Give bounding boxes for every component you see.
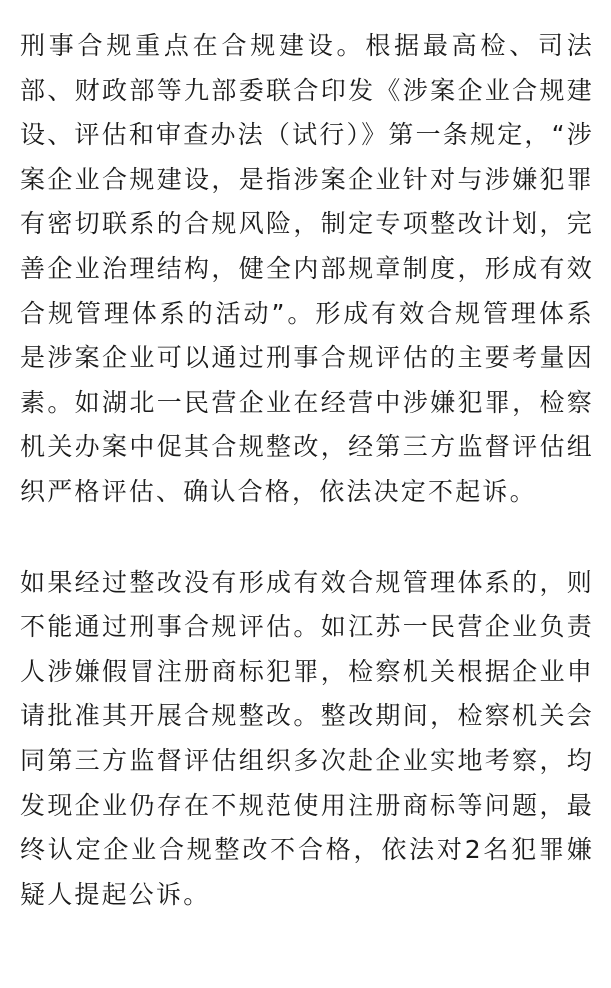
paragraph-compliance-evaluation-failure: 如果经过整改没有形成有效合规管理体系的，则不能通过刑事合规评估。如江苏一民营企业负责人涉嫌假冒注册商标犯罪，检察机关根据企业申请批准其开展合规整改。整改期间，检察机关会同第三方监督评估组织多次赴企业实地考察，均发现企业仍存在不规范使用注册商标等问题，最终认定企业合规整改不合格，依法对2名犯罪嫌疑人提起公诉。 — [20, 567, 594, 909]
article-body — [20, 24, 594, 917]
paragraph-compliance-construction: 刑事合规重点在合规建设。根据最高检、司法部、财政部等九部委联合印发《涉案企业合规建设、评估和审查办法（试行）》第一条规定，“涉案企业合规建设，是指涉案企业针对与涉嫌犯罪有密切联系的合规风险，制定专项整改计划，完善企业治理结构，健全内部规章制度，形成有效合规管理体系的活动”。形成有效合规管理体系是涉案企业可以通过刑事合规评估的主要考量因素。如湖北一民营企业在经营中涉嫌犯罪，检察机关办案中促其合规整改，经第三方监督评估组织严格评估、确认合格，依法决定不起诉。 — [20, 31, 594, 506]
